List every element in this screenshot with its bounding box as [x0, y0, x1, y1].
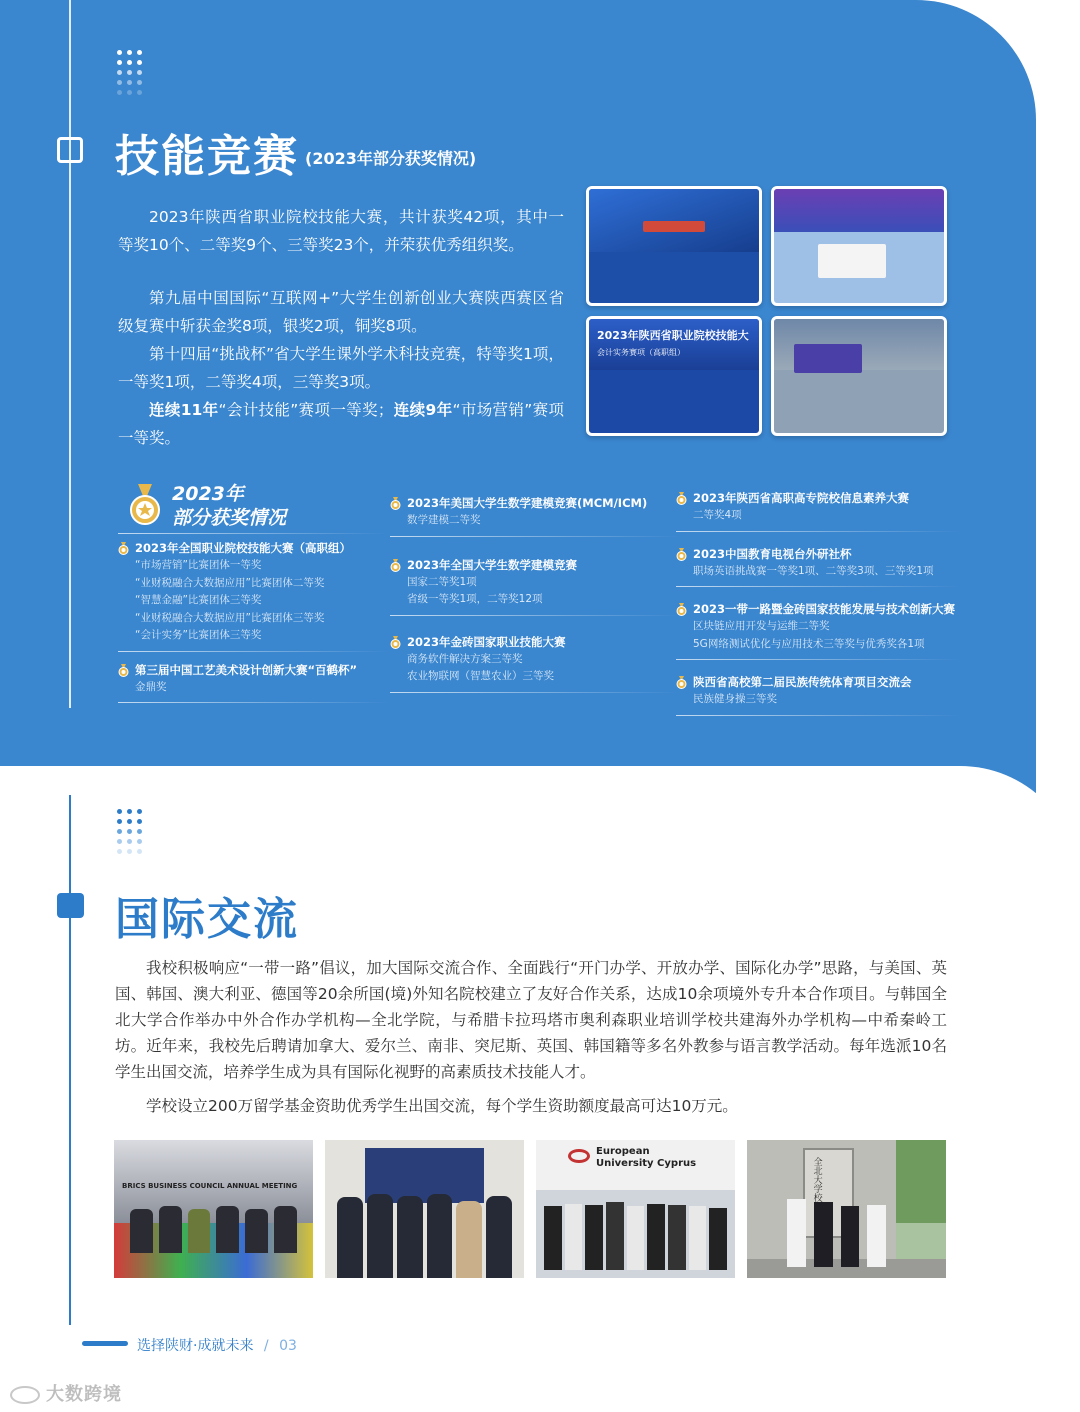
highlight-paragraph — [118, 396, 564, 452]
award-heading — [676, 546, 961, 563]
medal-icon — [118, 542, 129, 555]
medal-icon — [676, 492, 687, 505]
watermark-logo-icon — [10, 1386, 40, 1404]
awards-title — [172, 482, 286, 530]
paragraph: 第十四届“挑战杯”省大学生课外学术科技竞赛，特等奖1项，一等奖1项，二等奖4项，三等奖3项。 — [118, 345, 564, 391]
section-marker-icon — [57, 137, 83, 163]
competition-photo — [771, 316, 947, 436]
highlight-text: “会计技能”赛项一等奖； — [218, 401, 394, 419]
divider — [118, 702, 390, 703]
award-line: “会计实务”比赛团体三等奖 — [135, 629, 262, 641]
divider — [390, 615, 680, 616]
award-group — [118, 662, 390, 704]
award-line: “市场营销”比赛团体一等奖 — [135, 559, 262, 571]
photo-caption: 2023年陕西省职业院校技能大 — [597, 329, 749, 342]
exchange-photo — [325, 1140, 524, 1278]
section-marker-icon — [57, 893, 84, 918]
dots-decoration — [117, 809, 142, 854]
award-heading — [390, 557, 680, 574]
footer-slogan: 选择陕财·成就未来 — [137, 1338, 254, 1354]
award-line: 农业物联网（智慧农业）三等奖 — [407, 670, 554, 682]
award-group — [676, 546, 961, 588]
left-rule — [69, 0, 71, 708]
photo-caption: European University Cyprus — [596, 1146, 697, 1169]
photo-caption: 会计实务赛项（高职组） — [597, 348, 685, 357]
medal-icon — [129, 484, 161, 530]
award-group — [676, 601, 961, 660]
award-heading — [390, 634, 680, 651]
divider — [676, 586, 961, 587]
award-heading-text: 2023年金砖国家职业技能大赛 — [407, 634, 566, 649]
page-number: 03 — [279, 1338, 297, 1354]
exchange-photo — [114, 1140, 313, 1278]
medal-icon — [676, 603, 687, 616]
divider — [118, 651, 390, 652]
footer-bar — [82, 1341, 128, 1346]
award-heading-text: 2023中国教育电视台外研社杯 — [693, 546, 852, 561]
highlight-text: “市场营销”赛项一等奖。 — [118, 401, 564, 447]
award-line: 二等奖4项 — [693, 509, 742, 521]
divider — [390, 692, 680, 693]
award-heading-text: 2023年美国大学生数学建模竞赛(MCM/ICM) — [407, 496, 648, 510]
section-title: 技能竞赛 — [115, 131, 299, 182]
award-heading — [676, 674, 961, 691]
awards-column — [118, 540, 390, 713]
award-heading-text: 2023年全国大学生数学建模竞赛 — [407, 557, 578, 572]
awards-column — [676, 490, 961, 730]
medal-icon — [390, 559, 401, 572]
footer — [137, 1335, 297, 1355]
divider — [676, 531, 961, 532]
competition-photo — [771, 186, 947, 306]
award-heading-text: 2023年全国职业院校技能大赛（高职组） — [135, 541, 352, 555]
logo-icon — [568, 1149, 590, 1163]
award-line: 金鼎奖 — [135, 680, 167, 693]
left-rule — [69, 795, 71, 1325]
award-group — [676, 490, 961, 532]
award-line: 省级一等奖1项，二等奖12项 — [407, 593, 543, 605]
divider — [676, 659, 961, 660]
award-line: “业财税融合大数据应用”比赛团体三等奖 — [135, 611, 325, 624]
medal-icon — [390, 636, 401, 649]
awards-title-line: 2023年 — [172, 483, 244, 505]
medal-icon — [676, 676, 687, 689]
paragraph: 我校积极响应“一带一路”倡议，加大国际交流合作、全面践行“开门办学、开放办学、国际化办学”思路，与美国、英国、韩国、澳大利亚、德国等20余所国(境)外知名院校建立了友好合作关系，达成10余项境外专升本合作项目。与韩国全北大学合作举办中外合作办学机构—全北学院，与希腊卡拉玛塔市奥利森职业培训学校共建海外办学机构—中希秦岭工坊。近年来，我校先后聘请加拿大、爱尔兰、南非、突尼斯、英国、韩国籍等多名外教参与语言教学活动。每年选派10名学生出国交流，培养学生成为具有国际化视野的高素质技术技能人才。 — [115, 959, 947, 1081]
highlight-bold: 连续11年 — [149, 401, 219, 419]
award-line: 职场英语挑战赛一等奖1项、二等奖3项、三等奖1项 — [693, 564, 934, 577]
paragraph: 学校设立200万留学基金资助优秀学生出国交流，每个学生资助额度最高可达10万元。 — [146, 1097, 738, 1115]
medal-icon — [118, 664, 129, 677]
award-line: 商务软件解决方案三等奖 — [407, 652, 523, 665]
medal-icon — [676, 548, 687, 561]
award-group — [390, 495, 680, 537]
footer-separator: / — [263, 1338, 269, 1354]
exchange-photo — [536, 1140, 735, 1278]
award-group — [676, 674, 961, 716]
award-line: 数学建模二等奖 — [407, 514, 481, 526]
dots-decoration — [117, 50, 142, 95]
award-line: 区块链应用开发与运维二等奖 — [693, 620, 830, 632]
award-heading — [676, 490, 961, 507]
award-line: 5G网络测试优化与应用技术三等奖与优秀奖各1项 — [693, 637, 925, 650]
competition-photo — [586, 186, 762, 306]
award-group — [118, 540, 390, 652]
photo-caption: 全北大学校 — [811, 1156, 822, 1202]
highlight-bold: 连续9年 — [393, 401, 453, 419]
watermark-text: 大数跨境 — [46, 1384, 122, 1405]
award-heading-text: 2023一带一路暨金砖国家技能发展与技术创新大赛 — [693, 602, 956, 616]
award-heading — [118, 662, 390, 679]
award-heading-text: 2023年陕西省高职高专院校信息素养大赛 — [693, 491, 910, 505]
award-group — [390, 557, 680, 616]
award-heading-text: 陕西省高校第二届民族传统体育项目交流会 — [693, 675, 912, 689]
award-line: “智慧金融”比赛团体三等奖 — [135, 594, 262, 606]
paragraph: 第九届中国国际“互联网+”大学生创新创业大赛陕西赛区省级复赛中斩获金奖8项，银奖2项，铜奖8项。 — [118, 289, 564, 335]
award-line: 国家二等奖1项 — [407, 575, 477, 588]
award-group — [390, 634, 680, 693]
award-line: 民族健身操三等奖 — [693, 693, 777, 705]
watermark — [10, 1380, 122, 1406]
international-section-background — [0, 766, 1080, 1412]
exchange-photo — [747, 1140, 946, 1278]
divider — [390, 536, 680, 537]
awards-column — [390, 495, 680, 711]
photo-caption: BRICS BUSINESS COUNCIL ANNUAL MEETING — [122, 1182, 298, 1190]
divider — [676, 715, 961, 716]
award-heading — [676, 601, 961, 618]
medal-icon — [390, 497, 401, 510]
competition-photo — [586, 316, 762, 436]
awards-title-line: 部分获奖情况 — [172, 507, 287, 529]
award-line: “业财税融合大数据应用”比赛团体二等奖 — [135, 576, 325, 589]
divider — [118, 533, 388, 534]
paragraph: 2023年陕西省职业院校技能大赛，共计获奖42项，其中一等奖10个、二等奖9个、三等奖23个，并荣获优秀组织奖。 — [118, 208, 564, 254]
award-heading-text: 第三届中国工艺美术设计创新大赛“百鹤杯” — [135, 662, 358, 677]
section-title: 国际交流 — [115, 894, 299, 945]
award-heading — [390, 495, 680, 512]
award-heading — [118, 540, 390, 557]
section-subtitle: (2023年部分获奖情况) — [305, 149, 477, 168]
